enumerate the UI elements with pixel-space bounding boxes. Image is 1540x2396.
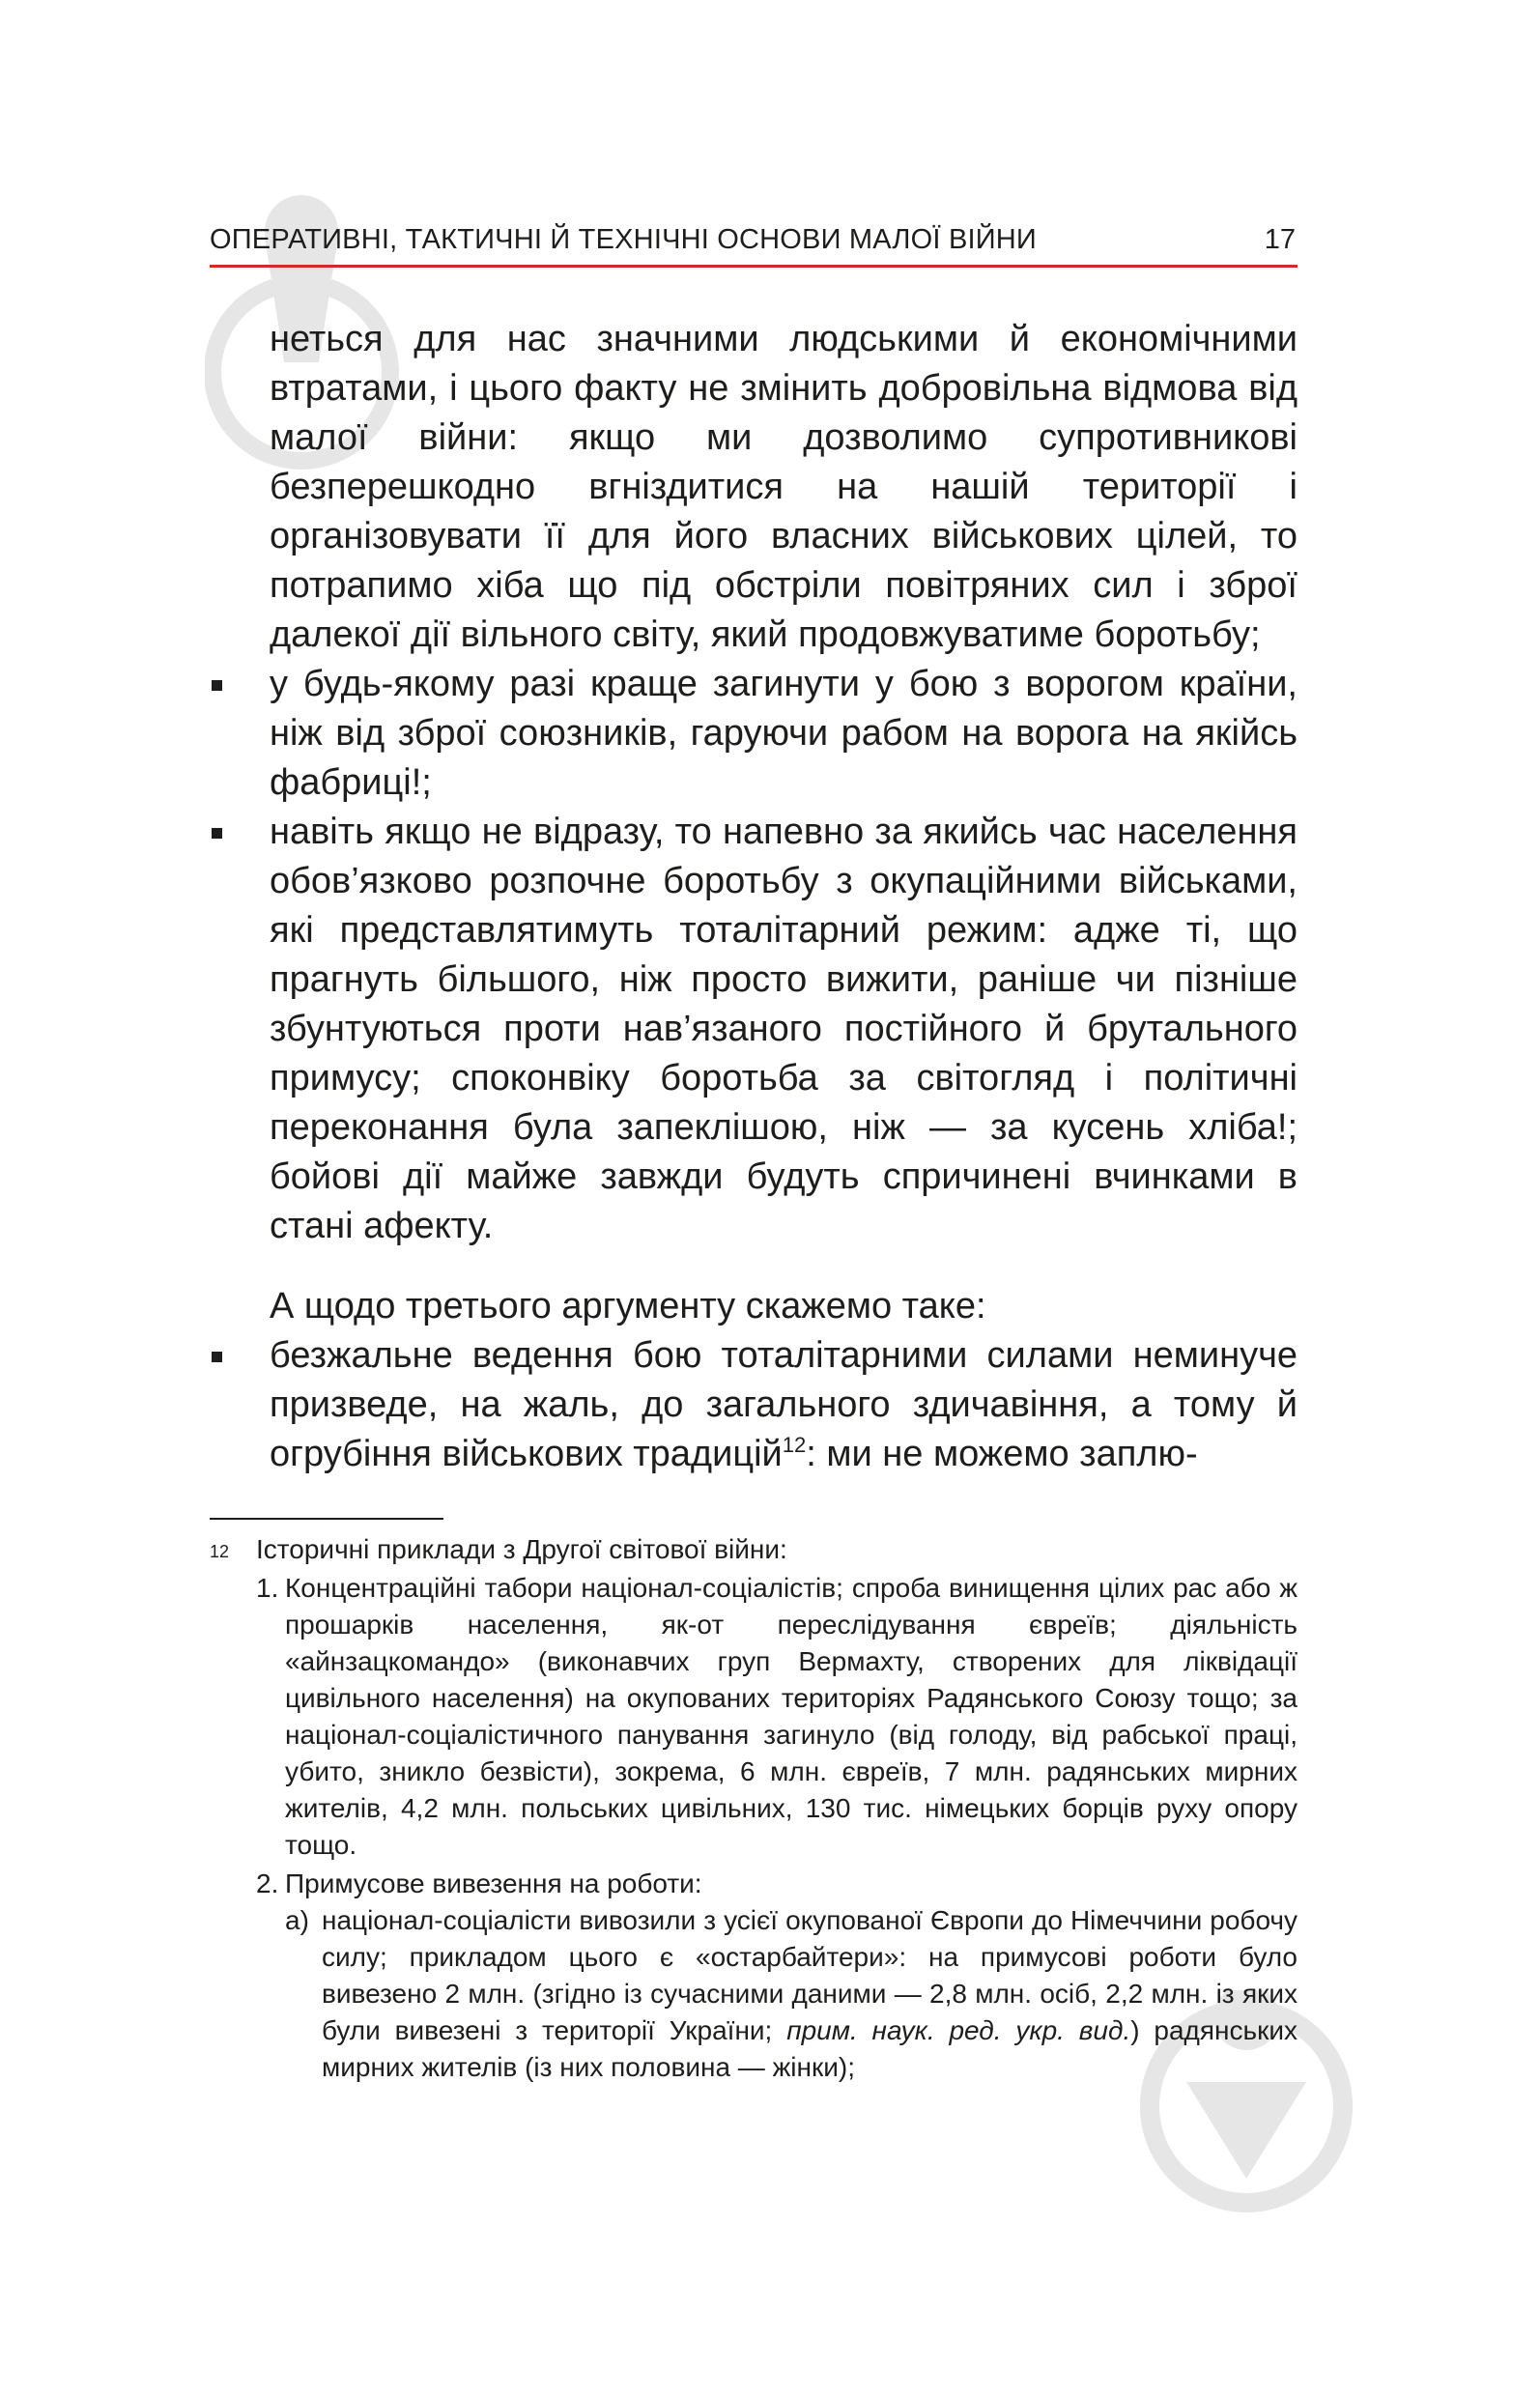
editor-note: прим. наук. ред. укр. вид. bbox=[786, 2015, 1131, 2045]
footnote-list bbox=[210, 1570, 1298, 2086]
footnote-sub-item-tail: ) радянських мирних жителів (із них половина — жінки); bbox=[322, 2015, 1298, 2082]
running-title: ОПЕРАТИВНІ, ТАКТИЧНІ Й ТЕХНІЧНІ ОСНОВИ МАЛОЇ ВІЙНИ bbox=[210, 224, 1037, 255]
list-item-text: безжальне ведення бою тоталітарними силами неминуче призведе, на жаль, до загального здичавіння, а тому й огрубіння військових традицій bbox=[270, 1335, 1298, 1474]
list-item bbox=[210, 1331, 1298, 1479]
footnote-reference[interactable]: 12 bbox=[782, 1433, 807, 1457]
third-argument-intro: А щодо третього аргументу скажемо таке: bbox=[270, 1286, 986, 1326]
footnotes bbox=[210, 1531, 1298, 2088]
running-header bbox=[210, 222, 1298, 268]
footnote-heading-text: Історичні приклади з Другої світової війни: bbox=[256, 1534, 787, 1564]
continued-paragraph: неться для нас значними людськими й економічними втратами, і цього факту не змінить добровільна відмова від малої війни: якщо ми дозволимо супротивникові безперешкодно вгніздитися на нашій території і організовувати її для його власних військових цілей, то потрапимо хіба що під обстріли повітряних сил і зброї далекої дії вільного світу, який продовжуватиме боротьбу; bbox=[270, 319, 1298, 655]
list-item-tail: : ми не можемо заплю- bbox=[806, 1434, 1198, 1474]
bullet-marker bbox=[212, 828, 222, 839]
list-item bbox=[210, 660, 1298, 808]
footnote-heading bbox=[210, 1531, 1298, 1568]
footnote-sub-item bbox=[285, 1902, 1298, 2086]
footnote-divider bbox=[210, 1518, 443, 1520]
footnote-item-marker: 1. bbox=[256, 1573, 279, 1603]
third-argument-list bbox=[210, 1331, 1298, 1479]
list-item-text: у будь-якому разі краще загинути у бою з ворогом країни, ніж від зброї союзників, гаруючи рабом на ворога на якійсь фабриці!; bbox=[270, 664, 1298, 803]
argument-list bbox=[210, 660, 1298, 1251]
footnote-item-text: Примусове вивезення на роботи: bbox=[285, 1868, 702, 1898]
footnote-number: 12 bbox=[210, 1542, 230, 1561]
footnote-item bbox=[210, 1570, 1298, 1864]
footnote-item-text: Концентраційні табори націонал-соціалістів; спроба винищення цілих рас або ж прошарків населення, як-от переслідування євреїв; діяльність «айнзацкомандо» (виконавчих груп Вермахту, створених для ліквідації цивільного населення) на окупованих територіях Радянського Союзу тощо; за націонал-соціалістичного панування загинуло (від голоду, від рабської праці, убито, зникло безвісти), зокрема, 6 млн. євреїв, 7 млн. радянських мирних жителів, 4,2 млн. польських цивільних, 130 тис. німецьких борців руху опору тощо. bbox=[285, 1573, 1298, 1860]
list-item bbox=[210, 808, 1298, 1251]
footnote-item bbox=[210, 1866, 1298, 2086]
bullet-marker bbox=[212, 680, 222, 691]
body-text bbox=[210, 315, 1298, 1251]
list-item-text: навіть якщо не відразу, то напевно за якийсь час населення обов’язково розпочне боротьбу з окупаційними військами, які представлятимуть тоталітарний режим: адже ті, що прагнуть більшого, ніж просто вижити, раніше чи пізніше збунтуються проти нав’язаного постійного й брутального примусу; споконвіку боротьба за світогляд і політичні переконання була запеклішою, ніж — за кусень хліба!; бойові дії майже завжди будуть спричинені вчинками в стані афекту. bbox=[270, 812, 1298, 1246]
bullet-marker bbox=[212, 1352, 222, 1362]
footnote-sub-item-text: націонал-соціалісти вивозили з усієї окупованої Європи до Німеччини робочу силу; прикладом цього є «остарбайтери»: на примусові роботи було вивезено 2 млн. (згідно із сучасними даними — 2,8 млн. осіб, 2,2 млн. із яких були вивезені з території України; bbox=[322, 1905, 1298, 2045]
body-text-second bbox=[210, 1282, 1298, 1479]
footnote-item-marker: 2. bbox=[256, 1868, 279, 1898]
page-number: 17 bbox=[1264, 224, 1296, 255]
footnote-sub-item-marker: а) bbox=[285, 1905, 309, 1935]
